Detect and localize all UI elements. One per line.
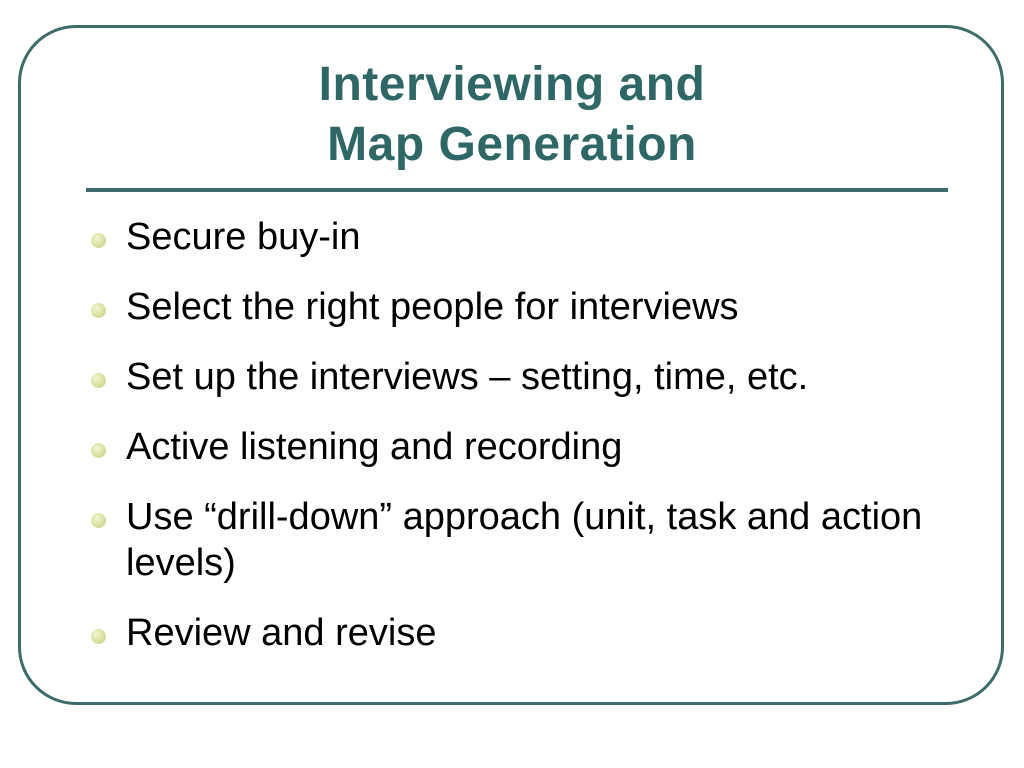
title-line-2: Map Generation [327, 118, 697, 171]
bullet-dot-icon [91, 443, 106, 458]
bullet-text: Use “drill-down” approach (unit, task and action levels) [126, 496, 923, 584]
bullet-text: Set up the interviews – setting, time, etc. [126, 356, 809, 398]
bullet-list [86, 214, 966, 656]
bullet-item [86, 354, 966, 400]
bullet-dot-icon [91, 373, 106, 388]
bullet-item [86, 284, 966, 330]
bullet-item [86, 424, 966, 470]
bullet-dot-icon [91, 629, 106, 644]
bullet-text: Secure buy-in [126, 216, 361, 258]
bullet-dot-icon [91, 513, 106, 528]
bullet-text: Active listening and recording [126, 426, 623, 468]
bullet-text: Review and revise [126, 612, 437, 654]
bullet-text: Select the right people for interviews [126, 286, 739, 328]
bullet-dot-icon [91, 303, 106, 318]
bullet-item [86, 494, 966, 586]
title-line-1: Interviewing and [318, 58, 706, 111]
title-divider [86, 188, 948, 192]
bullet-item [86, 214, 966, 260]
slide-title [0, 55, 1024, 175]
bullet-dot-icon [91, 233, 106, 248]
bullet-item [86, 610, 966, 656]
